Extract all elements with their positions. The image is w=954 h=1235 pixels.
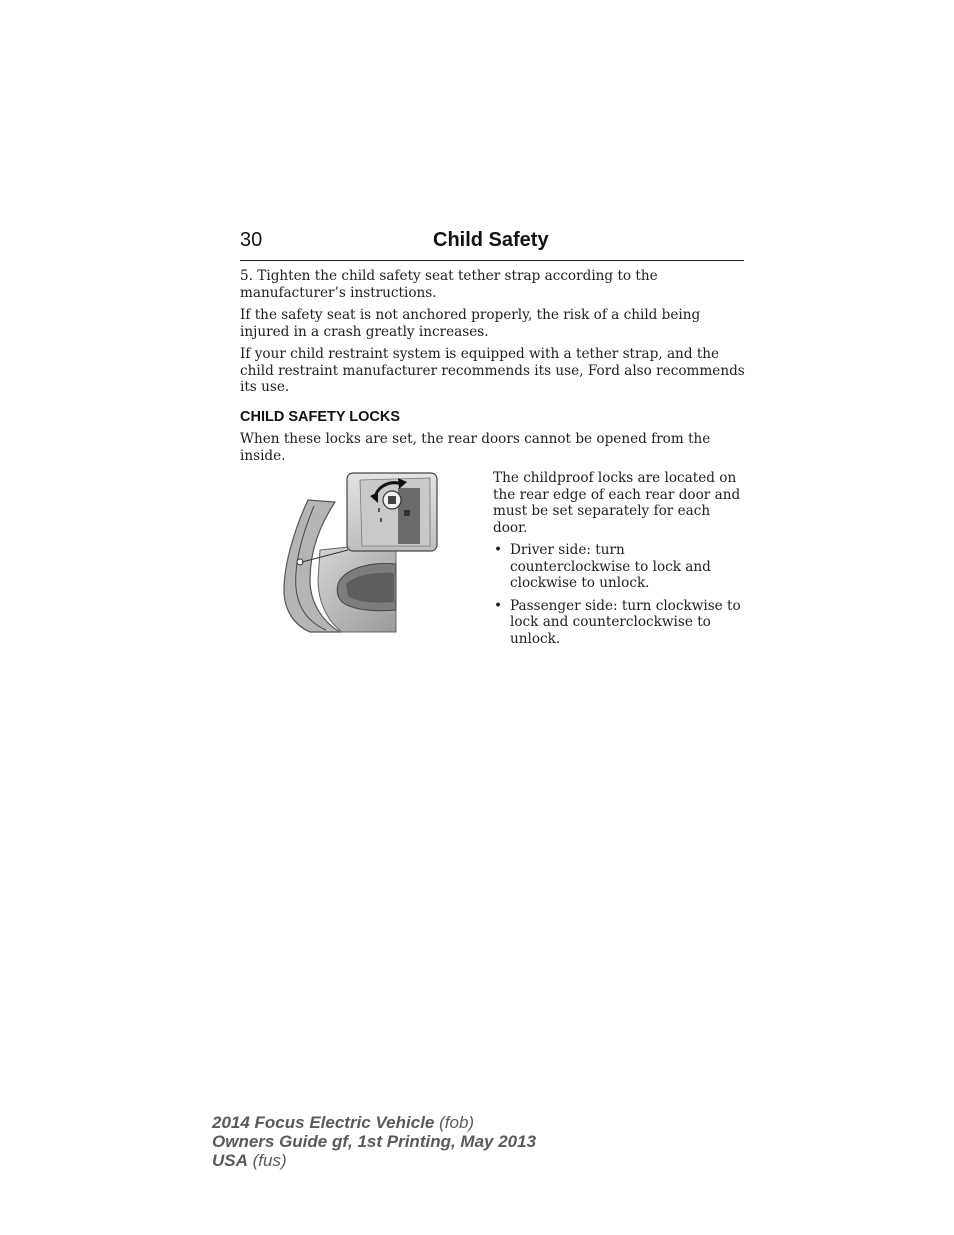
child-lock-door-illustration bbox=[280, 470, 442, 636]
footer-line-printing: Owners Guide gf, 1st Printing, May 2013 bbox=[212, 1132, 537, 1151]
bullet-marker: • bbox=[494, 542, 503, 558]
list-item bbox=[493, 598, 748, 648]
lock-instructions-list bbox=[493, 542, 748, 647]
footer-line-market: USA (fus) bbox=[212, 1151, 287, 1170]
passenger-side-instruction: Passenger side: turn clockwise to lock and counterclockwise to unlock. bbox=[510, 597, 741, 647]
paragraph-tighten-tether: 5. Tighten the child safety seat tether strap according to the manufacturer’s instructions. bbox=[240, 268, 658, 301]
driver-side-instruction: Driver side: turn counterclockwise to lock and clockwise to unlock. bbox=[510, 542, 711, 591]
page-number: 30 bbox=[240, 229, 263, 251]
paragraph-anchor-warning: If the safety seat is not anchored properly, the risk of a child being injured in a crash greatly increases. bbox=[240, 307, 701, 340]
bullet-marker: • bbox=[494, 597, 503, 614]
subheading-child-safety-locks: CHILD SAFETY LOCKS bbox=[240, 409, 401, 425]
child-lock-description bbox=[493, 470, 748, 653]
page-header bbox=[240, 228, 744, 261]
paragraph-tether-recommendation: If your child restraint system is equipped with a tether strap, and the child restraint manufacturer recommends its use, Ford also recommends its use. bbox=[240, 346, 745, 395]
section-title: Child Safety bbox=[433, 229, 549, 251]
paragraph-locks-intro: When these locks are set, the rear doors cannot be opened from the inside. bbox=[240, 431, 711, 464]
page-footer bbox=[212, 1113, 536, 1170]
list-item bbox=[493, 542, 748, 592]
lock-location-text: The childproof locks are located on the rear edge of each rear door and must be set separately for each door. bbox=[493, 470, 741, 536]
footer-line-vehicle: 2014 Focus Electric Vehicle (fob) bbox=[212, 1113, 475, 1132]
